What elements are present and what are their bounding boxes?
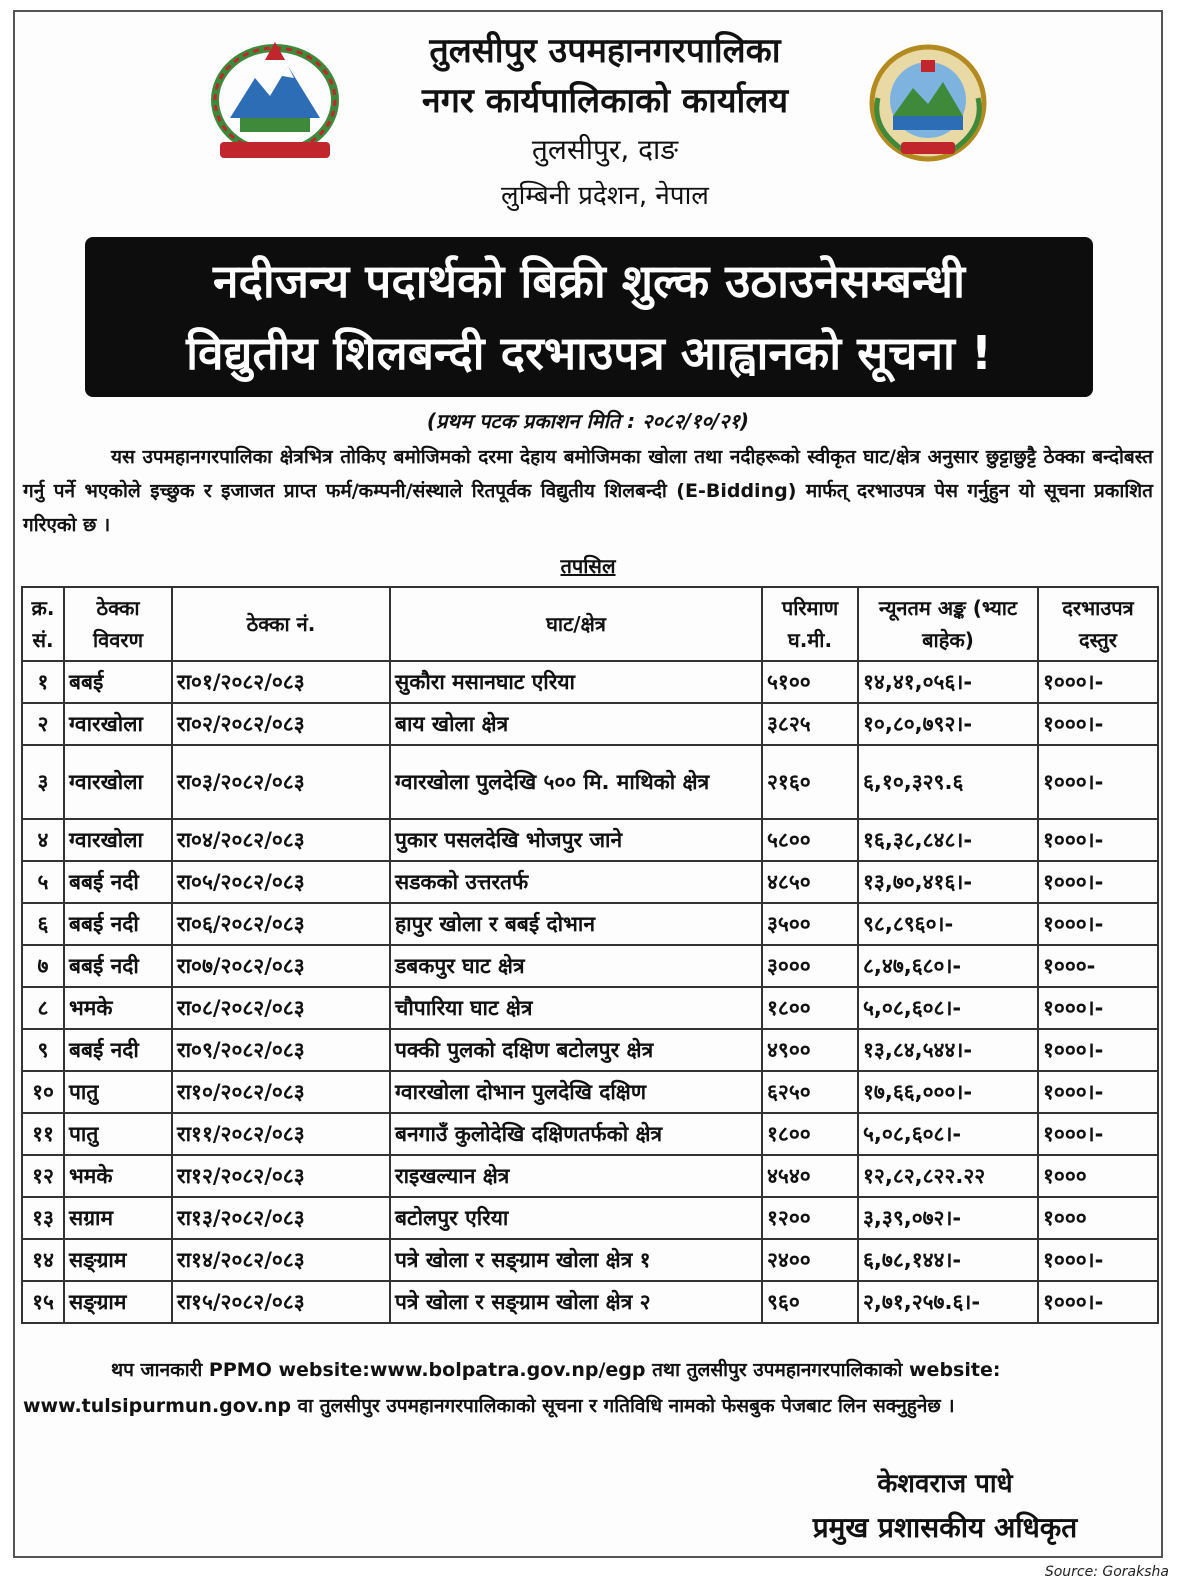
cell-quantity: ४९००	[762, 1029, 858, 1071]
table-row	[22, 1197, 1158, 1239]
signatory-name: केशवराज पाधे	[877, 1469, 1013, 1499]
signature-block	[745, 1462, 1145, 1550]
col-header-minimum-amount: न्यूनतम अङ्क (भ्याट बाहेक)	[858, 587, 1038, 661]
table-row	[22, 1113, 1158, 1155]
table-row	[22, 1071, 1158, 1113]
cell-contract-detail: भमके	[64, 1155, 172, 1197]
table-row	[22, 661, 1158, 703]
cell-serial: १३	[22, 1197, 64, 1239]
cell-ghat-area: सुकौरा मसानघाट एरिया	[390, 661, 762, 703]
cell-serial: २	[22, 703, 64, 745]
cell-contract-detail: ग्वारखोला	[64, 819, 172, 861]
cell-serial: ११	[22, 1113, 64, 1155]
cell-contract-detail: ग्वारखोला	[64, 703, 172, 745]
cell-bid-fee: १०००।-	[1038, 1113, 1158, 1155]
cell-contract-detail: सग्राम	[64, 1197, 172, 1239]
table-row	[22, 745, 1158, 819]
cell-contract-no: रा०९/२०८२/०८३	[172, 1029, 390, 1071]
cell-minimum-amount: १२,८२,८२२.२२	[858, 1155, 1038, 1197]
cell-contract-no: रा०१/२०८२/०८३	[172, 661, 390, 703]
cell-contract-detail: सङ्ग्राम	[64, 1281, 172, 1323]
cell-contract-no: रा१४/२०८२/०८३	[172, 1239, 390, 1281]
cell-quantity: ३०००	[762, 945, 858, 987]
cell-bid-fee: १०००।-	[1038, 1029, 1158, 1071]
intro-paragraph	[23, 440, 1153, 542]
cell-quantity: ६२५०	[762, 1071, 858, 1113]
cell-minimum-amount: १३,७०,४१६।-	[858, 861, 1038, 903]
cell-minimum-amount: २,७१,२५७.६।-	[858, 1281, 1038, 1323]
notice-title-banner	[85, 237, 1093, 397]
table-row	[22, 703, 1158, 745]
cell-ghat-area: राइखल्यान क्षेत्र	[390, 1155, 762, 1197]
nepal-emblem-icon	[200, 38, 350, 168]
cell-contract-detail: बबई नदी	[64, 945, 172, 987]
cell-contract-no: रा०६/२०८२/०८३	[172, 903, 390, 945]
cell-bid-fee: १०००।-	[1038, 861, 1158, 903]
cell-bid-fee: १०००	[1038, 1197, 1158, 1239]
banner-title-line2: विद्युतीय शिलबन्दी दरभाउपत्र आह्वानको सूचना !	[186, 326, 992, 380]
cell-bid-fee: १०००।-	[1038, 987, 1158, 1029]
cell-contract-no: रा०७/२०८२/०८३	[172, 945, 390, 987]
office-location: तुलसीपुर, दाङ	[531, 133, 679, 166]
cell-quantity: ३५००	[762, 903, 858, 945]
cell-quantity: ४८५०	[762, 861, 858, 903]
cell-bid-fee: १०००।-	[1038, 1239, 1158, 1281]
cell-quantity: ५१००	[762, 661, 858, 703]
cell-serial: ८	[22, 987, 64, 1029]
intro-text: यस उपमहानगरपालिका क्षेत्रभित्र तोकिए बमोजिमको दरमा देहाय बमोजिमका खोला तथा नदीहरूको स्वीकृत घाट/क्षेत्र अनुसार छुट्टाछुट्टै ठेक्का बन्दोबस्त गर्नु पर्ने भएकोले इच्छुक र इजाजत प्राप्त फर्म/कम्पनी/संस्थाले रितपूर्वक विद्युतीय शिलबन्दी (E-Bidding) मार्फत् दरभाउपत्र पेस गर्नुहुन यो सूचना प्रकाशित गरिएको छ ।	[23, 446, 1153, 536]
cell-quantity: १२००	[762, 1197, 858, 1239]
cell-contract-no: रा१२/२०८२/०८३	[172, 1155, 390, 1197]
cell-serial: ४	[22, 819, 64, 861]
cell-bid-fee: १०००।-	[1038, 661, 1158, 703]
cell-contract-no: रा०४/२०८२/०८३	[172, 819, 390, 861]
cell-serial: १	[22, 661, 64, 703]
cell-contract-no: रा१३/२०८२/०८३	[172, 1197, 390, 1239]
table-row	[22, 861, 1158, 903]
cell-bid-fee: १०००।-	[1038, 1281, 1158, 1323]
cell-serial: १२	[22, 1155, 64, 1197]
cell-ghat-area: सडकको उत्तरतर्फ	[390, 861, 762, 903]
cell-serial: ९	[22, 1029, 64, 1071]
cell-contract-detail: भमके	[64, 987, 172, 1029]
office-name: नगर कार्यपालिकाको कार्यालय	[421, 81, 789, 121]
cell-minimum-amount: १७,६६,०००।-	[858, 1071, 1038, 1113]
cell-serial: ७	[22, 945, 64, 987]
cell-quantity: ३८२५	[762, 703, 858, 745]
cell-ghat-area: चौपारिया घाट क्षेत्र	[390, 987, 762, 1029]
cell-minimum-amount: ९८,८९६०।-	[858, 903, 1038, 945]
cell-quantity: १८००	[762, 987, 858, 1029]
cell-minimum-amount: ५,०८,६०८।-	[858, 987, 1038, 1029]
table-row	[22, 819, 1158, 861]
cell-ghat-area: बटोलपुर एरिया	[390, 1197, 762, 1239]
cell-bid-fee: १०००।-	[1038, 819, 1158, 861]
cell-minimum-amount: १०,८०,७९२।-	[858, 703, 1038, 745]
cell-contract-no: रा०५/२०८२/०८३	[172, 861, 390, 903]
cell-contract-detail: बबई नदी	[64, 903, 172, 945]
cell-minimum-amount: ६,१०,३२९.६	[858, 745, 1038, 819]
cell-contract-detail: सङ्ग्राम	[64, 1239, 172, 1281]
cell-serial: ६	[22, 903, 64, 945]
col-header-quantity: परिमाण घ.मी.	[762, 587, 858, 661]
cell-contract-detail: बबई नदी	[64, 1029, 172, 1071]
cell-ghat-area: पुकार पसलदेखि भोजपुर जाने	[390, 819, 762, 861]
source-credit: Source: Goraksha	[1044, 1564, 1169, 1580]
cell-serial: १४	[22, 1239, 64, 1281]
cell-quantity: ५८००	[762, 819, 858, 861]
cell-contract-no: रा१५/२०८२/०८३	[172, 1281, 390, 1323]
table-row	[22, 1281, 1158, 1323]
col-header-ghat-area: घाट/क्षेत्र	[390, 587, 762, 661]
footer-info	[23, 1352, 1153, 1424]
col-header-contract-no: ठेक्का नं.	[172, 587, 390, 661]
cell-quantity: २१६०	[762, 745, 858, 819]
cell-quantity: १८००	[762, 1113, 858, 1155]
signatory-title: प्रमुख प्रशासकीय अधिकृत	[812, 1511, 1078, 1544]
col-header-serial: क्र. सं.	[22, 587, 64, 661]
municipality-name: तुलसीपुर उपमहानगरपालिका	[429, 31, 781, 71]
cell-contract-detail: पातु	[64, 1113, 172, 1155]
cell-bid-fee: १०००।-	[1038, 703, 1158, 745]
cell-quantity: २४००	[762, 1239, 858, 1281]
cell-contract-no: रा०८/२०८२/०८३	[172, 987, 390, 1029]
cell-ghat-area: हापुर खोला र बबई दोभान	[390, 903, 762, 945]
cell-contract-no: रा०२/२०८२/०८३	[172, 703, 390, 745]
cell-bid-fee: १०००।-	[1038, 1071, 1158, 1113]
cell-ghat-area: ग्वारखोला दोभान पुलदेखि दक्षिण	[390, 1071, 762, 1113]
cell-contract-detail: पातु	[64, 1071, 172, 1113]
table-row	[22, 945, 1158, 987]
cell-ghat-area: बनगाउँ कुलोदेखि दक्षिणतर्फको क्षेत्र	[390, 1113, 762, 1155]
cell-contract-no: रा११/२०८२/०८३	[172, 1113, 390, 1155]
cell-bid-fee: १०००।-	[1038, 745, 1158, 819]
bid-schedule-table	[21, 586, 1159, 1324]
cell-quantity: ९६०	[762, 1281, 858, 1323]
cell-minimum-amount: १४,४१,०५६।-	[858, 661, 1038, 703]
cell-serial: ३	[22, 745, 64, 819]
municipality-logo-icon	[863, 38, 993, 168]
cell-serial: १०	[22, 1071, 64, 1113]
cell-serial: ५	[22, 861, 64, 903]
cell-minimum-amount: ८,४७,६८०।-	[858, 945, 1038, 987]
table-row	[22, 987, 1158, 1029]
notice-frame	[13, 10, 1163, 1558]
cell-contract-detail: बबई	[64, 661, 172, 703]
cell-bid-fee: १०००	[1038, 1155, 1158, 1197]
cell-bid-fee: १०००।-	[1038, 903, 1158, 945]
col-header-bid-fee: दरभाउपत्र दस्तुर	[1038, 587, 1158, 661]
cell-ghat-area: पत्रे खोला र सङ्ग्राम खोला क्षेत्र २	[390, 1281, 762, 1323]
province-country: लुम्बिनी प्रदेशन, नेपाल	[501, 181, 709, 211]
cell-serial: १५	[22, 1281, 64, 1323]
cell-ghat-area: ग्वारखोला पुलदेखि ५०० मि. माथिको क्षेत्र	[390, 745, 762, 819]
cell-contract-no: रा१०/२०८२/०८३	[172, 1071, 390, 1113]
publication-date: (प्रथम पटक प्रकाशन मिति : २०८२/१०/२१)	[426, 409, 750, 433]
table-row	[22, 1029, 1158, 1071]
table-row	[22, 1239, 1158, 1281]
cell-contract-no: रा०३/२०८२/०८३	[172, 745, 390, 819]
cell-bid-fee: १०००-	[1038, 945, 1158, 987]
cell-minimum-amount: १३,८४,५४४।-	[858, 1029, 1038, 1071]
col-header-contract-detail: ठेक्का विवरण	[64, 587, 172, 661]
schedule-title: तपसिल	[560, 554, 616, 578]
cell-ghat-area: बाय खोला क्षेत्र	[390, 703, 762, 745]
cell-minimum-amount: ५,०८,६०८।-	[858, 1113, 1038, 1155]
cell-ghat-area: पत्रे खोला र सङ्ग्राम खोला क्षेत्र १	[390, 1239, 762, 1281]
cell-contract-detail: बबई नदी	[64, 861, 172, 903]
cell-minimum-amount: ३,३९,०७२।-	[858, 1197, 1038, 1239]
cell-contract-detail: ग्वारखोला	[64, 745, 172, 819]
cell-ghat-area: पक्की पुलको दक्षिण बटोलपुर क्षेत्र	[390, 1029, 762, 1071]
cell-minimum-amount: ६,७८,१४४।-	[858, 1239, 1038, 1281]
cell-ghat-area: डबकपुर घाट क्षेत्र	[390, 945, 762, 987]
cell-minimum-amount: १६,३८,८४८।-	[858, 819, 1038, 861]
table-row	[22, 903, 1158, 945]
banner-title-line1: नदीजन्य पदार्थको बिक्री शुल्क उठाउनेसम्बन्धी	[212, 254, 966, 308]
cell-quantity: ४५४०	[762, 1155, 858, 1197]
table-row	[22, 1155, 1158, 1197]
header	[15, 12, 1161, 242]
footer-text: थप जानकारी PPMO website:www.bolpatra.gov.np/egp तथा तुलसीपुर उपमहानगरपालिकाको website: www.tulsipurmun.gov.np वा तुलसीपुर उपमहानगरपालिकाको सूचना र गतिविधि नामको फेसबुक पेजबाट लिन सक्नुहुनेछ ।	[23, 1359, 1001, 1417]
table-header-row	[22, 587, 1158, 661]
